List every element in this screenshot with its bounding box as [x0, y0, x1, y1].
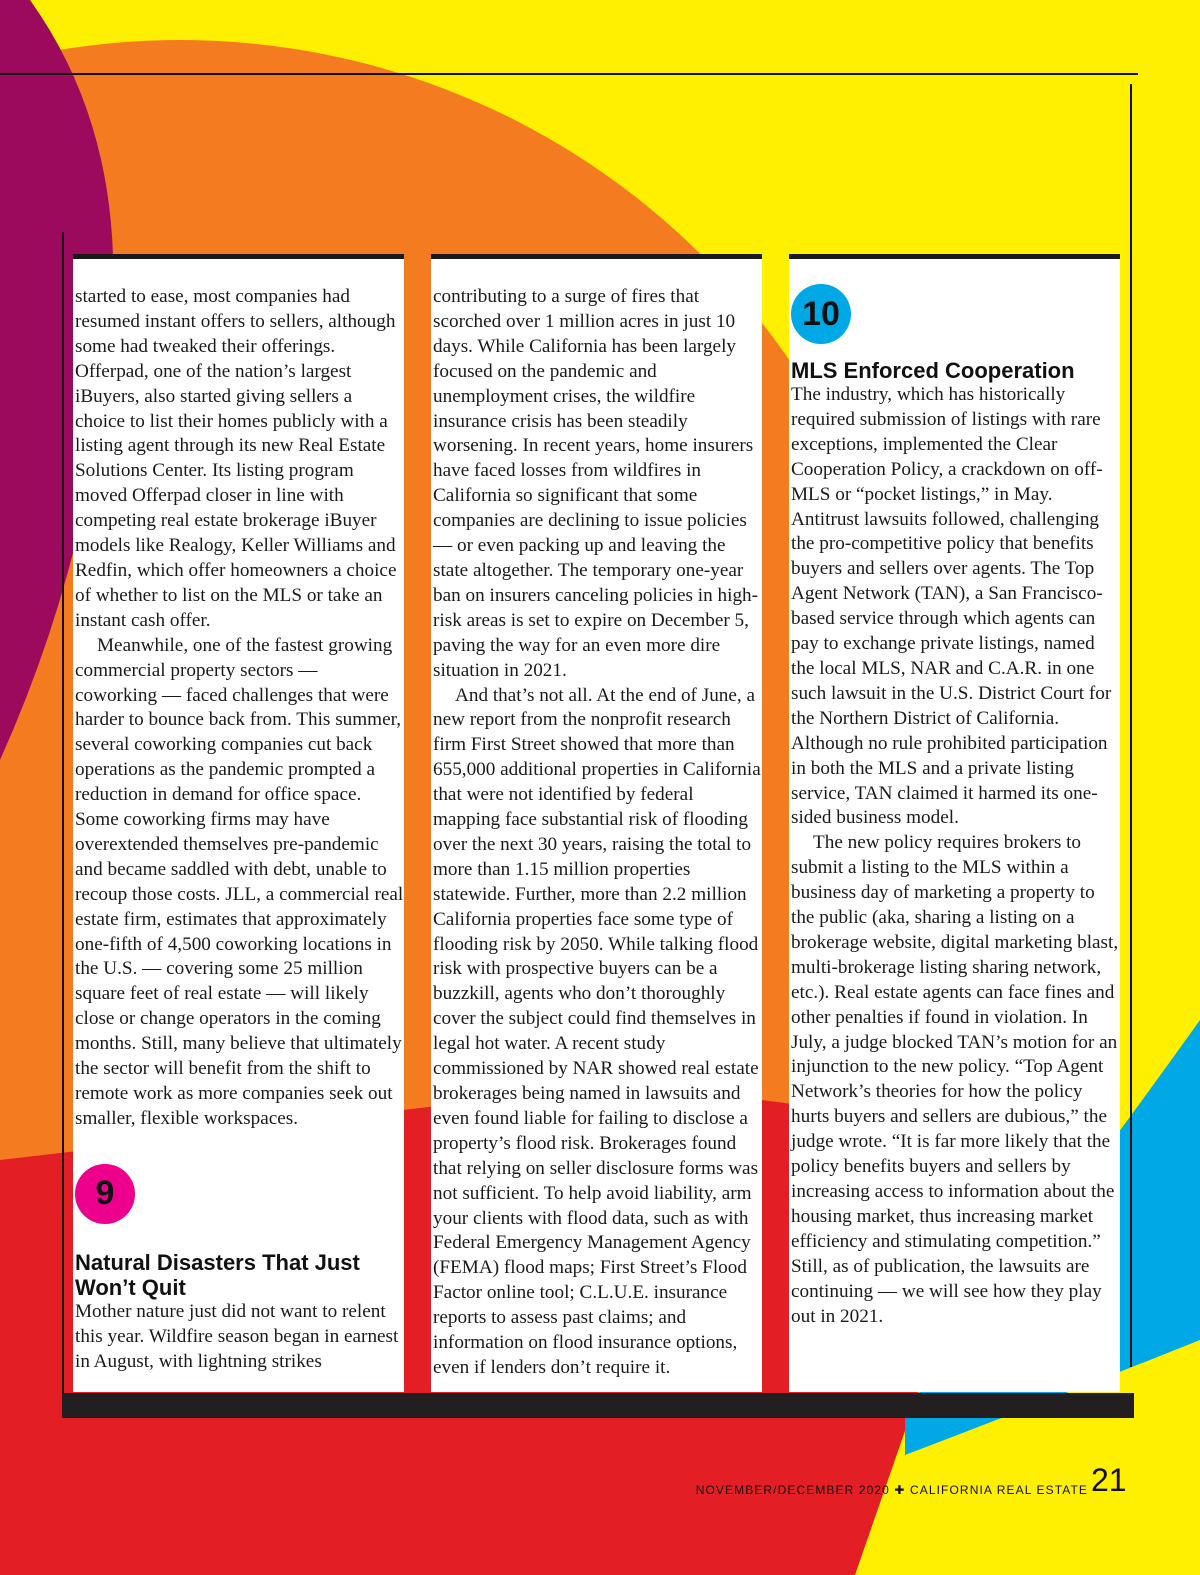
footer-issue: NOVEMBER/DECEMBER 2020 — [695, 1483, 890, 1497]
column-right-rule — [1130, 84, 1132, 1367]
body-paragraph: The new policy requires brokers to submit a listing to the MLS within a business day of marketing a property to the public (aka, sharing a listing on a brokerage website, digital marketing blast, multi-brokerage listing sharing network, etc.). Real estate agents can face fines and other penalties if found in violation. In July, a judge blocked TAN’s motion for an injunction to the new policy. “Top Agent Network’s theories for how the policy hurts buyers and sellers are dubious,” the judge wrote. “It is far more likely that the policy benefits buyers and sellers by increasing access to information about the housing market, thus increasing market efficiency and stimulating competition.” Still, as of publication, the lawsuits are continuing — we will see how they play out in 2021. — [791, 832, 1119, 1327]
body-paragraph: The industry, which has historically required submission of listings with rare exceptions, implemented the Clear Cooperation Policy, a crackdown on off-MLS or “pocket listings,” in May. Antitrust lawsuits followed, challenging the pro-competitive policy that benefits buyers and sellers over agents. The Top Agent Network (TAN), a San Francisco-based service through which agents can pay to exchange private listings, named the local MLS, NAR and C.A.R. in one such lawsuit in the U.S. District Court for the Northern District of California. Although no rule prohibited participation in both the MLS and a private listing service, TAN claimed it harmed its one-sided business model. — [791, 384, 1112, 829]
body-paragraph: Mother nature just did not want to relent this year. Wildfire season began in earnest in August, with lightning strikes — [75, 1300, 399, 1372]
cross-icon: ✚ — [894, 1483, 906, 1497]
page-footer — [696, 1483, 1088, 1497]
section-heading: Natural Disasters That Just Won’t Quit — [75, 1249, 360, 1300]
body-paragraph: contributing to a surge of fires that scorched over 1 million acres in just 10 days. While California has been largely focused on the pandemic and unemployment crises, the wildfire insurance crisis has been steadily worsening. In recent years, home insurers have faced losses from wildfires in California so significant that some companies are declining to issue policies — or even packing up and leaving the state altogether. The temporary one-year ban on insurers canceling policies in high-risk areas is set to expire on December 5, paving the way for an even more dire situation in 2021. — [433, 286, 759, 681]
article-column-3 — [789, 254, 1120, 1392]
body-paragraph: started to ease, most companies had resumed instant offers to sellers, although some had tweaked their offerings. Offerpad, one of the nation’s largest iBuyers, also started giving sellers a choice to list their homes publicly with a listing agent through its new Real Estate Solutions Center. Its listing program moved Offerpad closer in line with competing real estate brokerage iBuyer models like Realogy, Keller Williams and Redfin, which offer homeowners a choice of whether to list on the MLS or take an instant cash offer. — [75, 286, 397, 631]
column-left-rule — [62, 232, 64, 1417]
section-number-badge: 9 — [75, 1164, 135, 1224]
body-paragraph: Meanwhile, one of the fastest growing commercial property sectors — coworking — faced challenges that were harder to bounce back from. This summer, several coworking companies cut back operations as the pandemic prompted a reduction in demand for office space. Some coworking firms may have overextended themselves pre-pandemic and became saddled with debt, unable to recoup those costs. JLL, a commercial real estate firm, estimates that approximately one-fifth of 4,500 coworking locations in the U.S. — covering some 25 million square feet of real estate — will likely close or change operators in the coming months. Still, many believe that ultimately the sector will benefit from the shift to remote work as more companies seek out smaller, flexible workspaces. — [75, 634, 404, 1129]
top-rule — [0, 73, 1138, 75]
footer-publication: CALIFORNIA REAL ESTATE — [909, 1483, 1088, 1497]
bottom-bar — [62, 1393, 1134, 1418]
article-column-1 — [73, 254, 404, 1392]
body-paragraph: And that’s not all. At the end of June, a new report from the nonprofit research firm First Street showed that more than 655,000 additional properties in California that were not identified by federal mapping face substantial risk of flooding over the next 30 years, raising the total to more than 1.15 million properties statewide. Further, more than 2.2 million California properties face some type of flooding risk by 2050. While talking flood risk with prospective buyers can be a buzzkill, agents who don’t thoroughly cover the subject could find themselves in legal hot water. A recent study commissioned by NAR showed real estate brokerages being named in lawsuits and even found liable for failing to disclose a property’s flood risk. Brokerages found that relying on seller disclosure forms was not sufficient. To help avoid liability, arm your clients with flood data, such as with Federal Emergency Management Agency (FEMA) flood maps; First Street’s Flood Factor online tool; C.L.U.E. insurance reports to assess past claims; and information on flood insurance options, even if lenders don’t require it. — [433, 684, 761, 1378]
section-number-badge: 10 — [791, 284, 851, 344]
article-column-2 — [431, 254, 762, 1392]
section-heading: MLS Enforced Cooperation — [791, 358, 1075, 383]
page-number: 21 — [1091, 1462, 1127, 1498]
